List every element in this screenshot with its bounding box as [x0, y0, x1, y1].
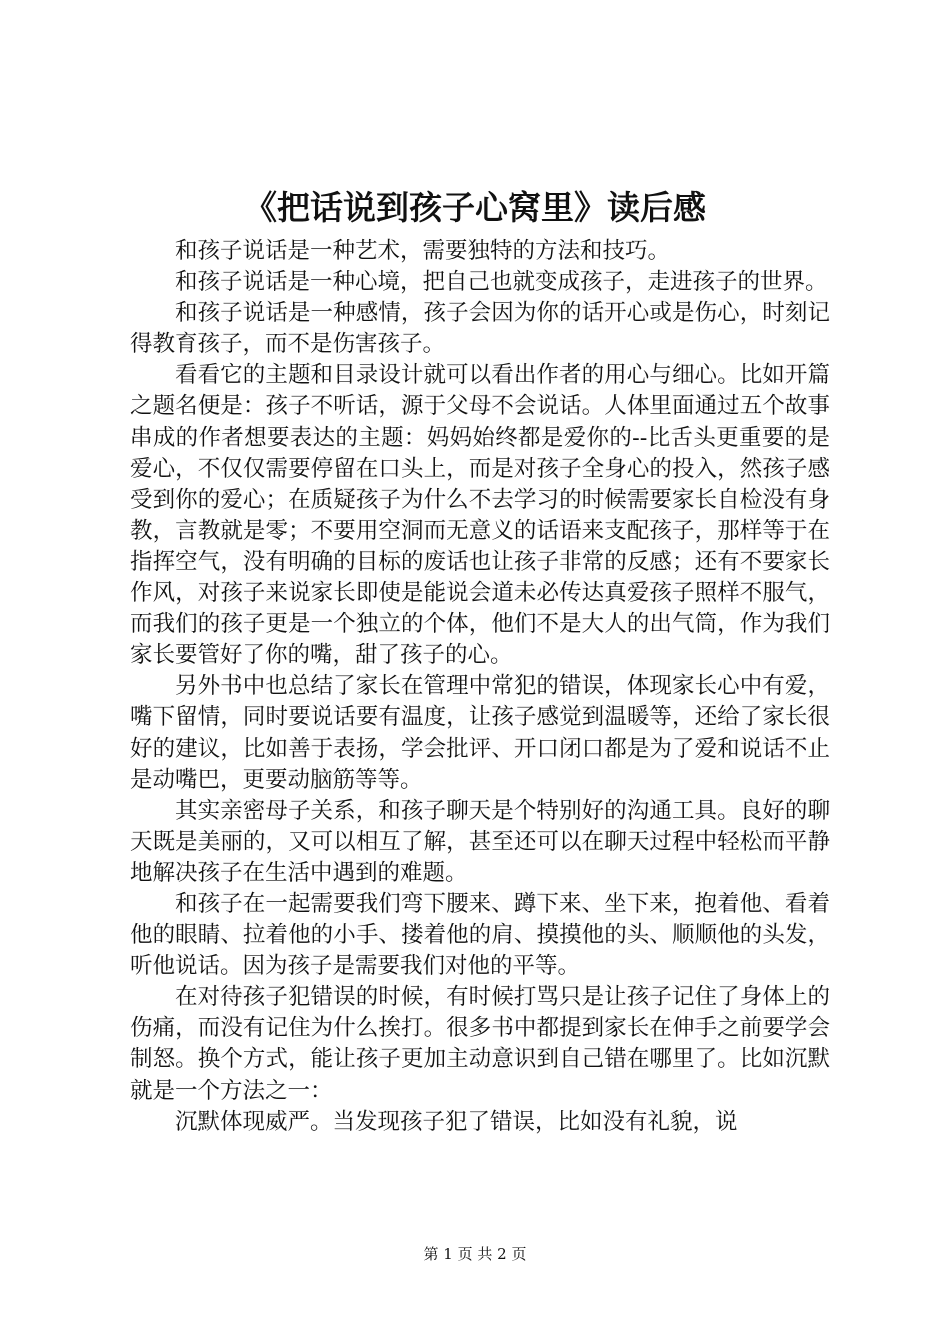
paragraph-7: 和孩子在一起需要我们弯下腰来、蹲下来、坐下来，抱着他、看着他的眼睛、拉着他的小手、搂着他的肩、摸摸他的头、顺顺他的头发，听他说话。因为孩子是需要我们对他的平等。	[130, 890, 830, 980]
document-title: 《把话说到孩子心窝里》读后感	[244, 188, 706, 227]
paragraph-2: 和孩子说话是一种心境，把自己也就变成孩子，走进孩子的世界。	[175, 269, 828, 296]
paragraph-1: 和孩子说话是一种艺术，需要独特的方法和技巧。	[175, 238, 671, 264]
page-number-footer: 第 1 页 共 2 页	[423, 1245, 527, 1263]
paragraph-9: 沉默体现威严。当发现孩子犯了错误，比如没有礼貌，说	[175, 1108, 738, 1135]
paragraph-6: 其实亲密母子关系，和孩子聊天是个特别好的沟通工具。良好的聊天既是美丽的，又可以相互了解，甚至还可以在聊天过程中轻松而平静地解决孩子在生活中遇到的难题。	[130, 797, 830, 886]
paragraph-3: 和孩子说话是一种感情，孩子会因为你的话开心或是伤心，时刻记得教育孩子，而不是伤害孩子。	[130, 300, 830, 358]
paragraph-4: 看看它的主题和目录设计就可以看出作者的用心与细心。比如开篇之题名便是：孩子不听话，源于父母不会说话。人体里面通过五个故事串成的作者想要表达的主题：妈妈始终都是爱你的--比舌头更重要的是爱心，不仅仅需要停留在口头上，而是对孩子全身心的投入，然孩子感受到你的爱心；在质疑孩子为什么不去学习的时候需要家长自检没有身教，言教就是零；不要用空洞而无意义的话语来支配孩子，那样等于在指挥空气，没有明确的目标的废话也让孩子非常的反感；还有不要家长作风，对孩子来说家长即使是能说会道未必传达真爱孩子照样不服气，而我们的孩子更是一个独立的个体，他们不是大人的出气筒，作为我们家长要管好了你的嘴，甜了孩子的心。	[130, 362, 830, 669]
document-body	[130, 236, 830, 1138]
paragraph-5: 另外书中也总结了家长在管理中常犯的错误，体现家长心中有爱，嘴下留情，同时要说话要有温度，让孩子感觉到温暖等，还给了家长很好的建议，比如善于表扬，学会批评、开口闭口都是为了爱和说话不止是动嘴巴，更要动脑筋等等。	[130, 673, 830, 793]
paragraph-8: 在对待孩子犯错误的时候，有时候打骂只是让孩子记住了身体上的伤痛，而没有记住为什么挨打。很多书中都提到家长在伸手之前要学会制怒。换个方式，能让孩子更加主动意识到自己错在哪里了。比如沉默就是一个方法之一：	[130, 984, 830, 1104]
